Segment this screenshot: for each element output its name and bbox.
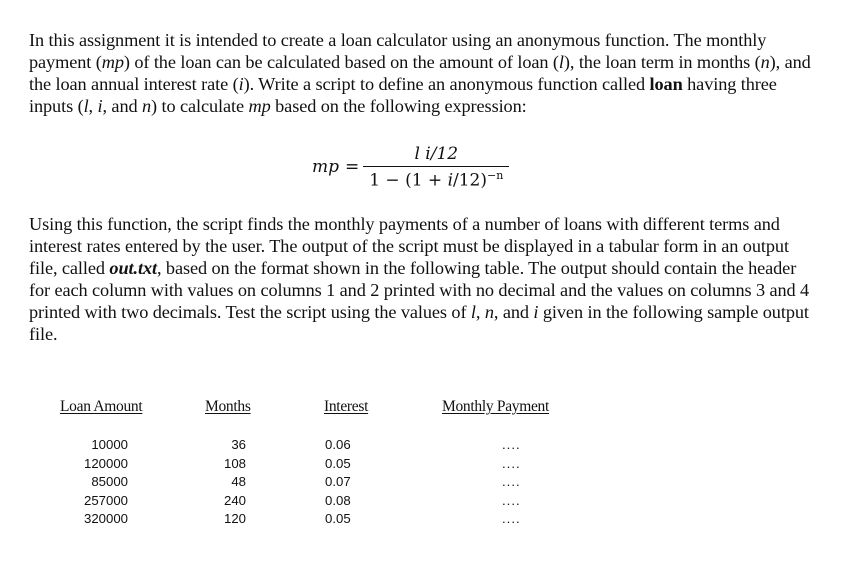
cell-months: 108 <box>223 455 246 471</box>
header-months: Months <box>205 398 251 415</box>
function-name-loan: loan <box>649 74 683 94</box>
denominator-exponent: −n <box>487 168 504 182</box>
cell-loan-amount: 85000 <box>91 474 128 489</box>
cell-loan-amount: 257000 <box>83 492 128 508</box>
cell-monthly-payment: .... <box>502 492 521 508</box>
instructions-text: , and <box>493 302 534 322</box>
formula-fraction <box>363 144 509 191</box>
intro-text: , <box>88 96 98 116</box>
column-monthly-payment <box>502 436 521 529</box>
var-n: n <box>484 302 494 322</box>
intro-text: based on the following expression: <box>270 96 527 116</box>
denominator-text: 1 − (1 + <box>369 170 448 191</box>
column-months <box>214 436 246 529</box>
var-l: l <box>558 52 564 72</box>
output-file-name: out.txt <box>109 258 157 278</box>
column-loan-amount <box>66 436 128 529</box>
cell-interest: 0.05 <box>325 511 351 526</box>
cell-interest: 0.06 <box>325 437 351 452</box>
cell-monthly-payment: .... <box>502 511 521 526</box>
var-n: n <box>142 96 152 116</box>
intro-text: ), and the loan annual interest rate ( <box>29 52 811 94</box>
intro-text: ). Write a script to define an anonymous function called <box>243 74 650 94</box>
instructions-text: given in the following sample output file. <box>29 302 809 344</box>
instructions-paragraph <box>29 213 819 345</box>
cell-interest: 0.07 <box>325 474 351 489</box>
cell-months: 120 <box>223 511 246 526</box>
column-interest <box>325 436 351 529</box>
var-mp: mp <box>101 52 124 72</box>
intro-text: ), the loan term in months ( <box>563 52 761 72</box>
cell-interest: 0.05 <box>325 455 351 471</box>
cell-months: 48 <box>231 474 246 489</box>
cell-loan-amount: 320000 <box>83 511 128 526</box>
assignment-intro-paragraph <box>29 29 819 117</box>
formula-denominator <box>363 167 509 191</box>
formula-equals: = <box>345 157 360 177</box>
intro-text: , and <box>102 96 142 116</box>
var-n: n <box>760 52 770 72</box>
formula-numerator: l i/12 <box>363 144 509 167</box>
cell-monthly-payment: .... <box>502 437 521 452</box>
intro-text: ) of the loan can be calculated based on the amount of loan ( <box>123 52 559 72</box>
header-monthly-payment: Monthly Payment <box>442 398 550 415</box>
var-mp: mp <box>248 96 271 116</box>
monthly-payment-formula <box>312 142 509 192</box>
var-i: i <box>238 74 244 94</box>
instructions-text: , <box>475 302 485 322</box>
cell-monthly-payment: .... <box>502 455 521 471</box>
intro-text: having three inputs ( <box>29 74 777 116</box>
cell-interest: 0.08 <box>325 492 351 508</box>
instructions-text: , based on the format shown in the following table. The output should contain the header for each column with values on columns 1 and 2 printed with no decimal and the values on columns 3 and 4 printed with two decimals. Test the script using the values of <box>29 258 810 322</box>
cell-months: 240 <box>223 492 246 508</box>
header-interest: Interest <box>324 398 369 415</box>
var-i: i <box>97 96 103 116</box>
var-i: i <box>533 302 539 322</box>
cell-monthly-payment: .... <box>502 474 521 489</box>
var-l: l <box>83 96 89 116</box>
intro-text: ) to calculate <box>151 96 249 116</box>
instructions-text: Using this function, the script finds the monthly payments of a number of loans with different terms and interest rates entered by the user. The output of the script must be displayed in a tabular form in an output file, called <box>29 214 789 278</box>
denominator-var-i: i <box>447 170 454 191</box>
var-l: l <box>470 302 476 322</box>
intro-text: In this assignment it is intended to create a loan calculator using an anonymous function. The monthly payment ( <box>29 30 767 72</box>
formula-lhs: mp <box>312 157 340 177</box>
cell-months: 36 <box>231 437 246 452</box>
cell-loan-amount: 120000 <box>83 455 128 471</box>
denominator-text: /12) <box>453 170 488 191</box>
header-loan-amount: Loan Amount <box>60 398 143 415</box>
cell-loan-amount: 10000 <box>91 437 128 452</box>
